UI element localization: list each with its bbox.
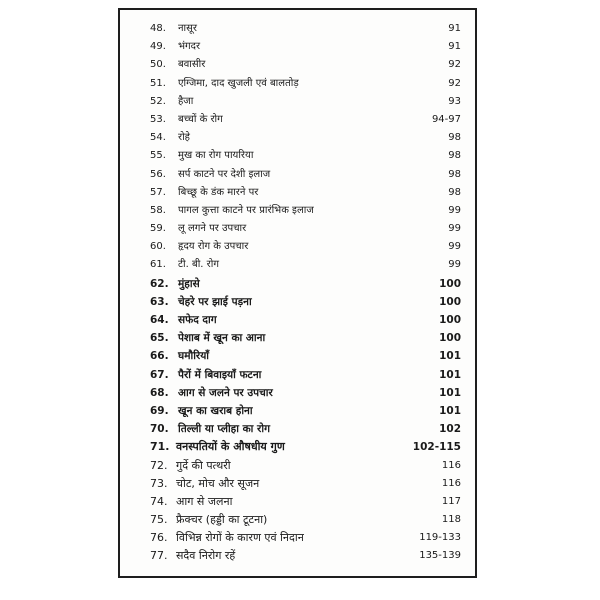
entry-number: 72. [150, 458, 168, 472]
entry-number: 51. [150, 77, 166, 89]
entry-page: 101 [439, 368, 461, 381]
entry-page: 100 [439, 332, 461, 345]
index-row [120, 56, 475, 74]
index-row [120, 147, 475, 165]
index-row [120, 420, 475, 438]
entry-title: सर्प काटने पर देशी इलाज [178, 168, 271, 180]
index-row [120, 402, 475, 420]
entry-title: गुर्दे की पत्थरी [176, 458, 231, 472]
entry-title: मुंहासे [178, 277, 200, 290]
entry-title: वनस्पतियों के औषधीय गुण [176, 440, 285, 454]
index-list [120, 20, 475, 566]
entry-page: 99 [448, 223, 461, 235]
index-row [120, 511, 475, 529]
entry-title: घमौरियाँ [178, 350, 210, 363]
index-row [120, 20, 475, 38]
entry-title: भंगदर [178, 41, 201, 53]
index-row [120, 38, 475, 56]
entry-number: 73. [150, 476, 168, 490]
entry-title: चोट, मोच और सूजन [176, 476, 260, 490]
entry-number: 76. [150, 531, 168, 545]
entry-title: आग से जलने पर उपचार [178, 386, 273, 399]
entry-number: 64. [150, 314, 169, 326]
entry-page: 91 [448, 23, 461, 34]
entry-title: चेहरे पर झाई पड़ना [178, 295, 252, 308]
entry-page: 100 [439, 314, 461, 326]
entry-page: 91 [448, 41, 461, 53]
entry-number: 60. [150, 241, 166, 253]
entry-number: 53. [150, 113, 166, 125]
entry-number: 68. [150, 386, 169, 399]
entry-page: 98 [448, 150, 461, 162]
index-row [120, 111, 475, 129]
entry-number: 67. [150, 368, 169, 381]
index-row [120, 329, 475, 347]
entry-page: 94-97 [431, 113, 461, 125]
entry-number: 52. [150, 95, 166, 107]
entry-number: 58. [150, 204, 166, 216]
entry-number: 50. [150, 59, 166, 71]
entry-title: सदैव निरोग रहें [176, 549, 236, 563]
entry-title: बच्चों के रोग [178, 113, 223, 125]
index-row [120, 311, 475, 329]
entry-title: पैरों में बिवाइयाँ फटना [178, 368, 262, 381]
entry-page: 98 [448, 186, 461, 198]
entry-number: 61. [150, 259, 166, 271]
entry-title: लू लगने पर उपचार [178, 223, 247, 235]
index-row [120, 529, 475, 547]
entry-page: 102-115 [412, 441, 461, 454]
entry-page: 101 [439, 404, 461, 417]
entry-title: बिच्छू के डंक मारने पर [178, 186, 259, 198]
entry-title: तिल्ली या प्लीहा का रोग [178, 423, 270, 436]
index-page [118, 8, 477, 578]
entry-page: 92 [448, 77, 461, 89]
entry-page: 99 [448, 259, 461, 271]
entry-title: विभिन्न रोगों के कारण एवं निदान [176, 531, 304, 545]
entry-number: 59. [150, 223, 166, 235]
index-row [120, 184, 475, 202]
entry-title: नासूर [178, 23, 197, 34]
index-row [120, 457, 475, 475]
entry-title: सफेद दाग [178, 314, 217, 326]
entry-number: 48. [150, 23, 166, 34]
entry-number: 71. [150, 440, 170, 454]
entry-number: 54. [150, 132, 166, 144]
index-row [120, 293, 475, 311]
entry-number: 69. [150, 404, 169, 417]
index-row [120, 166, 475, 184]
index-row [120, 238, 475, 256]
entry-page: 102 [439, 423, 461, 436]
entry-page: 101 [439, 350, 461, 363]
entry-page: 98 [448, 168, 461, 180]
entry-title: पेशाब में खून का आना [178, 332, 266, 345]
entry-title: हैजा [178, 95, 194, 107]
index-row [120, 438, 475, 456]
entry-title: रोहे [178, 132, 190, 144]
entry-page: 93 [448, 95, 461, 107]
entry-page: 99 [448, 241, 461, 253]
entry-page: 100 [439, 295, 461, 308]
entry-title: हृदय रोग के उपचार [178, 241, 249, 253]
index-row [120, 275, 475, 293]
entry-page: 119-133 [419, 532, 461, 544]
index-row [120, 256, 475, 274]
entry-title: एग्जिमा, दाद खुजली एवं बालतोड़ [178, 77, 299, 89]
entry-title: मुख का रोग पायरिया [178, 150, 254, 162]
entry-number: 77. [150, 549, 168, 563]
entry-number: 56. [150, 168, 166, 180]
entry-number: 62. [150, 277, 169, 290]
index-row [120, 93, 475, 111]
entry-page: 92 [448, 59, 461, 71]
entry-number: 75. [150, 513, 168, 527]
entry-page: 98 [448, 132, 461, 144]
entry-title: टी. बी. रोग [178, 259, 219, 271]
index-row [120, 475, 475, 493]
entry-page: 117 [441, 495, 461, 507]
entry-number: 65. [150, 332, 169, 345]
entry-number: 70. [150, 423, 169, 436]
entry-number: 55. [150, 150, 166, 162]
entry-number: 49. [150, 41, 166, 53]
entry-title: फ्रैक्चर (हड्डी का टूटना) [176, 513, 268, 527]
entry-title: बवासीर [178, 59, 206, 71]
entry-number: 66. [150, 350, 169, 363]
entry-page: 135-139 [419, 550, 461, 562]
index-row [120, 75, 475, 93]
index-row [120, 493, 475, 511]
entry-page: 101 [439, 386, 461, 399]
index-row [120, 202, 475, 220]
entry-number: 57. [150, 186, 166, 198]
index-row [120, 129, 475, 147]
entry-page: 116 [441, 477, 461, 489]
index-row [120, 384, 475, 402]
index-row [120, 220, 475, 238]
entry-page: 116 [441, 459, 461, 471]
index-row [120, 547, 475, 565]
index-row [120, 347, 475, 365]
index-row [120, 366, 475, 384]
entry-page: 100 [439, 277, 461, 290]
entry-page: 118 [441, 514, 461, 526]
entry-title: खून का खराब होना [178, 404, 253, 417]
entry-page: 99 [448, 204, 461, 216]
entry-title: पागल कुत्ता काटने पर प्रारंभिक इलाज [178, 204, 314, 216]
entry-title: आग से जलना [176, 494, 233, 508]
entry-number: 74. [150, 494, 168, 508]
entry-number: 63. [150, 295, 169, 308]
